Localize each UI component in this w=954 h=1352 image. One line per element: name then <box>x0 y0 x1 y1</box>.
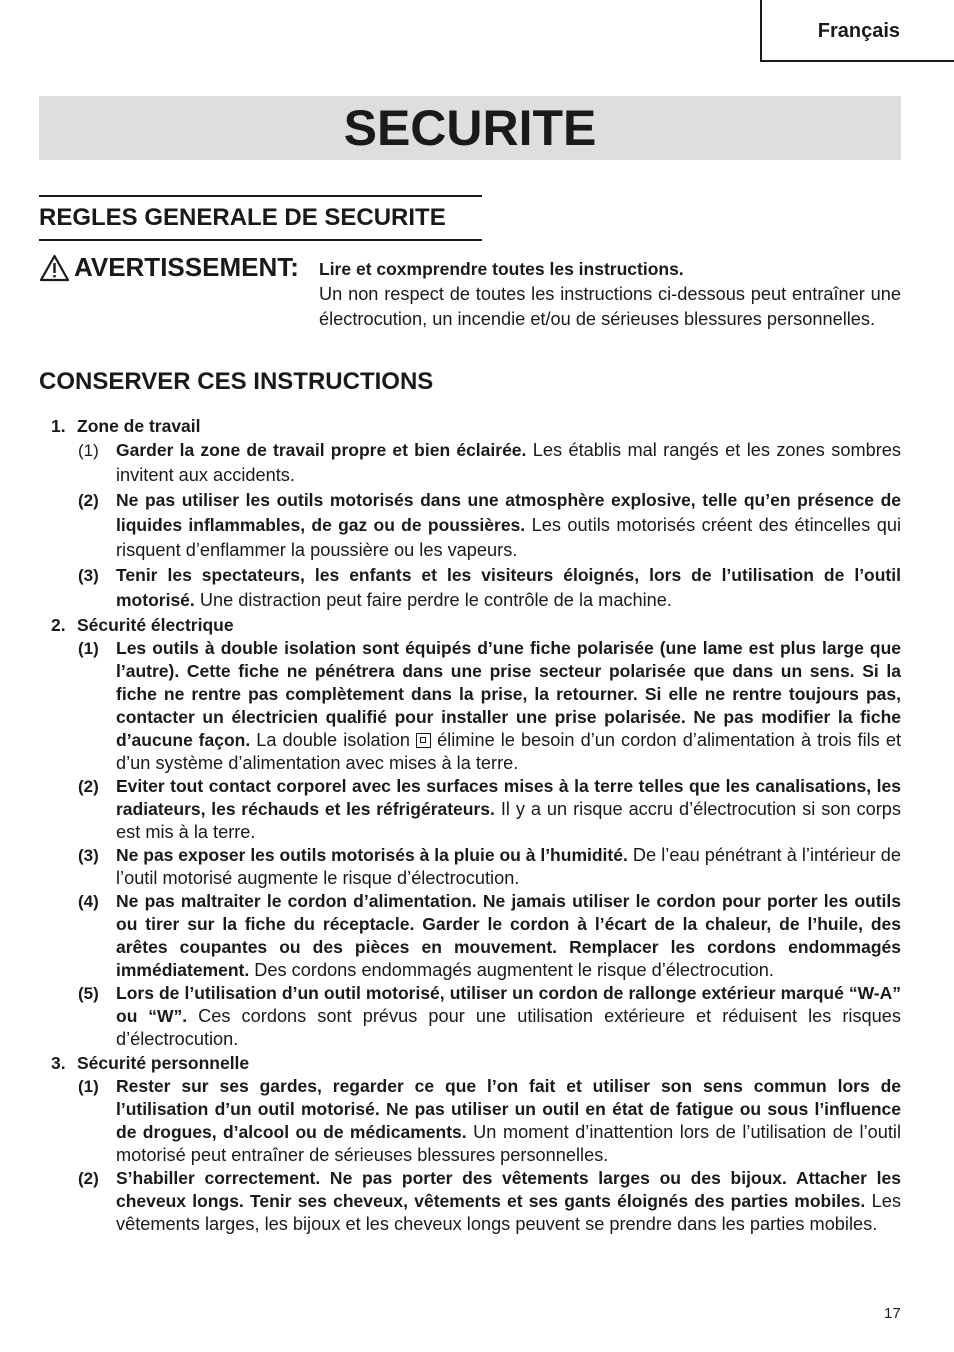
double-insulation-icon <box>416 733 431 748</box>
warning-text: Un non respect de toutes les instructions ci-dessous peut entraîner une électrocution, un incendie et/ou de sérieuses blessures personnelles. <box>319 284 901 329</box>
conserve-heading: CONSERVER CES INSTRUCTIONS <box>39 368 434 395</box>
section-title: 2. Sécurité électrique <box>51 615 234 635</box>
section-heading-box <box>39 195 482 241</box>
list-item: (5) Lors de l’utilisation d’un outil motorisé, utiliser un cordon de rallonge extérieur marqué “W-A” ou “W”. Ces cordons sont prévus pour une utilisation extérieure et réduisent les risques d’électrocution. <box>78 983 902 1049</box>
page-title: SECURITE <box>343 100 597 156</box>
section-work-area <box>39 414 901 613</box>
instruction-list <box>39 414 901 1236</box>
section-title: 3. Sécurité personnelle <box>51 1053 250 1073</box>
list-item: (1) Les outils à double isolation sont équipés d’une fiche polarisée (une lame est plus large que l’autre). Cette fiche ne pénétrera dans une prise secteur polarisée que dans un sens. Si la fiche ne rentre pas complètement dans la prise, la retourner. Si elle ne rentre toujours pas, contacter un électricien qualifié pour installer une prise polarisée. Ne pas modifier la fiche d’aucune façon. La double isolation élimine le besoin d’un cordon d’alimentation à trois fils et d’un système d’alimentation avec mises à la terre. <box>78 638 901 773</box>
list-item: (3) Ne pas exposer les outils motorisés à la pluie ou à l’humidité. De l’eau pénétrant à l’intérieur de l’outil motorisé augmente le risque d’électrocution. <box>78 845 901 888</box>
list-item: (2) Ne pas utiliser les outils motorisés dans une atmosphère explosive, telle qu’en présence de liquides inflammables, de gaz ou de poussières. Les outils motorisés créent des étincelles qui risquent d’enflammer la poussière ou les vapeurs. <box>78 490 902 560</box>
list-item: (3) Tenir les spectateurs, les enfants et les visiteurs éloignés, lors de l’utilisation de l’outil motorisé. Une distraction peut faire perdre le contrôle de la machine. <box>78 565 901 610</box>
list-item: (1) Garder la zone de travail propre et bien éclairée. Les établis mal rangés et les zones sombres invitent aux accidents. <box>78 440 901 485</box>
warning-triangle-icon <box>39 254 70 282</box>
section-heading: REGLES GENERALE DE SECURITE <box>39 204 446 231</box>
warning-body <box>319 257 901 332</box>
warning-label-text: AVERTISSEMENT: <box>74 252 299 282</box>
page-number: 17 <box>884 1305 901 1322</box>
title-band <box>39 96 901 160</box>
list-item: (2) Eviter tout contact corporel avec les surfaces mises à la terre telles que les canalisations, les radiateurs, les réchauds et les réfrigérateurs. Il y a un risque accru d’électrocution si son corps est mis à la terre. <box>78 776 901 842</box>
section-title: 1. Zone de travail <box>51 416 201 436</box>
list-item: (1) Rester sur ses gardes, regarder ce que l’on fait et utiliser son sens commun lors de l’utilisation d’un outil motorisé. Ne pas utiliser un outil en état de fatigue ou sous l’influence de drogues, d’alcool ou de médicaments. Un moment d’inattention lors de l’utilisation de l’outil motorisé peut entraîner de sérieuses blessures personnelles. <box>78 1076 901 1165</box>
warning-bold: Lire et coxmprendre toutes les instructions. <box>319 259 684 279</box>
list-item: (4) Ne pas maltraiter le cordon d’alimentation. Ne jamais utiliser le cordon pour porter les outils ou tirer sur la fiche du réceptacle. Garder le cordon à l’écart de la chaleur, de l’huile, des arêtes coupantes ou des pièces en mouvement. Remplacer les cordons endommagés immédiatement. Des cordons endommagés augmentent le risque d’électrocution. <box>78 891 901 980</box>
section-electrical <box>39 613 901 1051</box>
section-personal <box>39 1051 901 1236</box>
language-tab <box>760 0 954 62</box>
warning-label <box>39 252 299 283</box>
language-label: Français <box>817 20 900 42</box>
list-item: (2) S’habiller correctement. Ne pas porter des vêtements larges ou des bijoux. Attacher les cheveux longs. Tenir ses cheveux, vêtements et ses gants éloignés des parties mobiles. Les vêtements larges, les bijoux et les cheveux longs peuvent se prendre dans les parties mobiles. <box>78 1168 901 1234</box>
